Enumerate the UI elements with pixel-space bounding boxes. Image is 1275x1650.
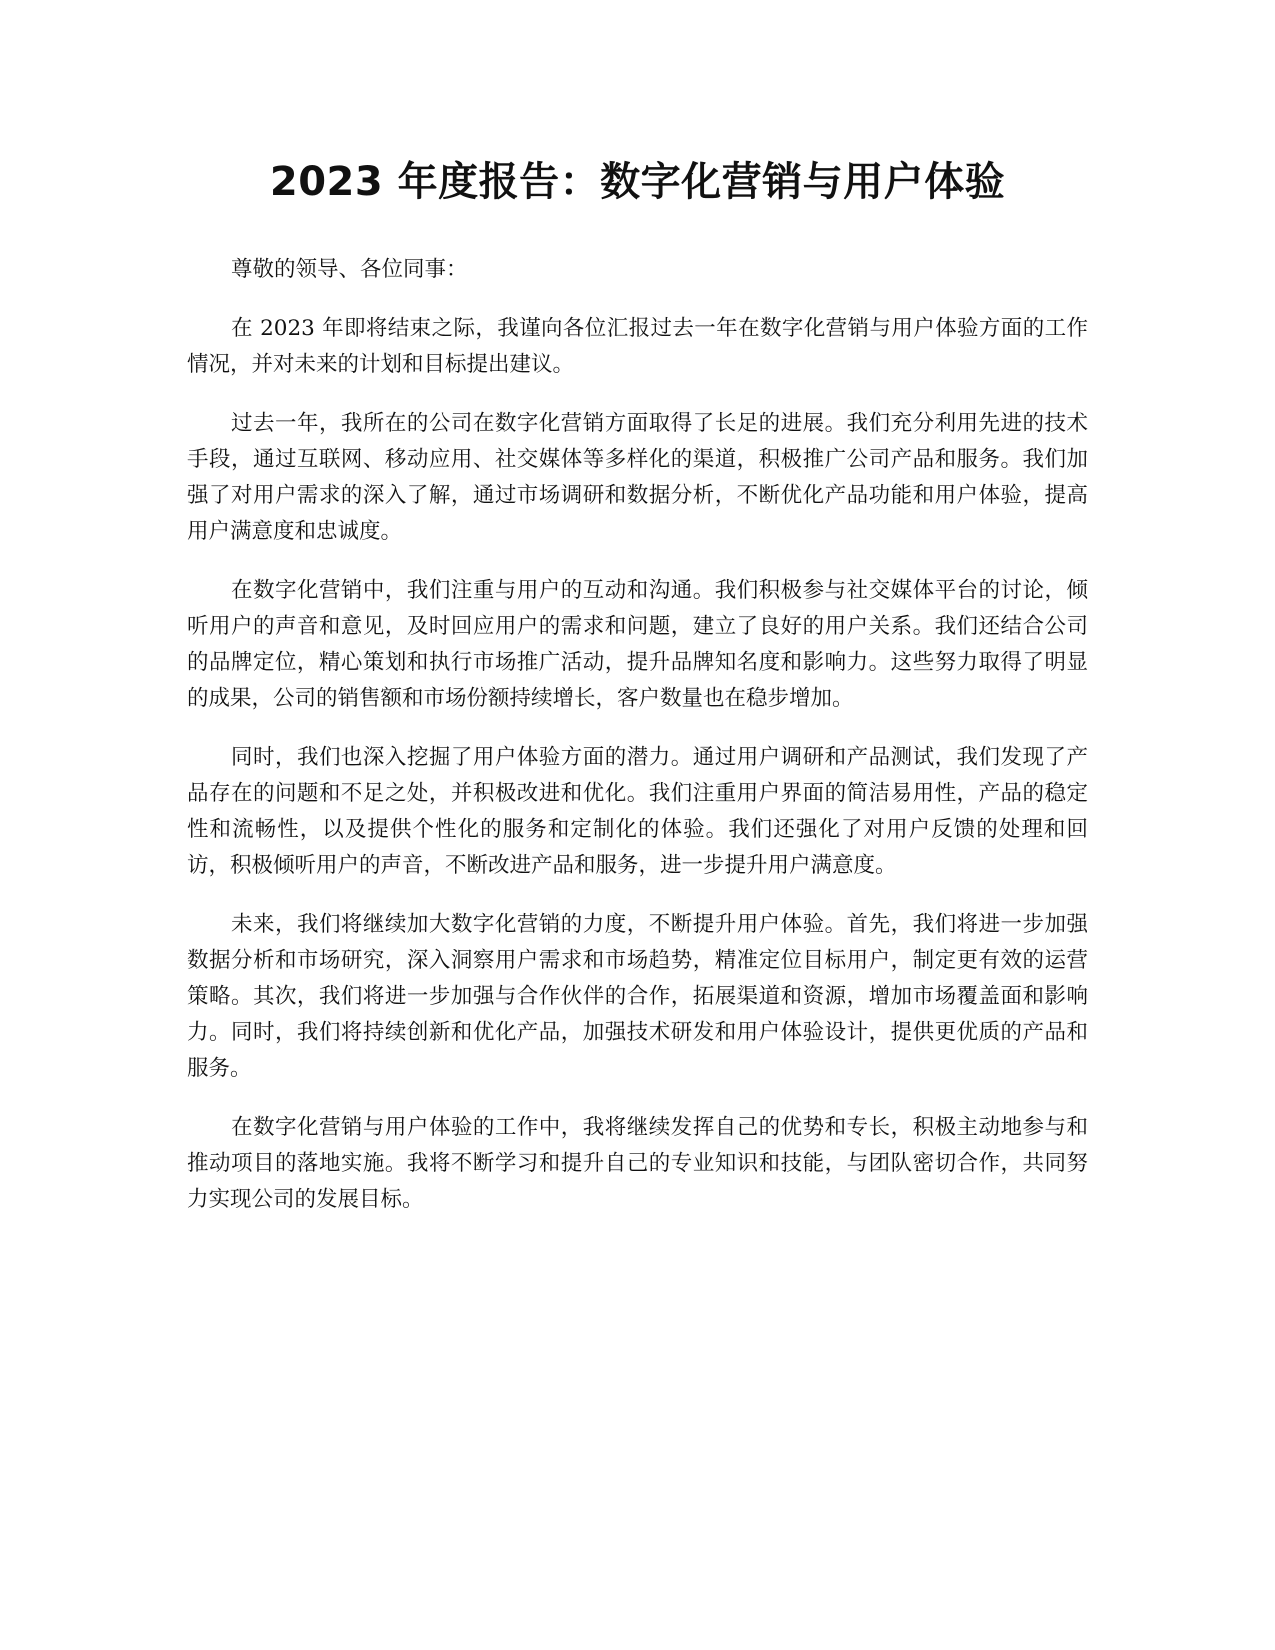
salutation-paragraph: 尊敬的领导、各位同事： bbox=[231, 257, 468, 282]
intro-paragraph: 在 2023 年即将结束之际，我谨向各位汇报过去一年在数字化营销与用户体验方面的工作情况，并对未来的计划和目标提出建议。 bbox=[187, 316, 1088, 377]
closing-paragraph: 在数字化营销与用户体验的工作中，我将继续发挥自己的优势和专长，积极主动地参与和推动项目的落地实施。我将不断学习和提升自己的专业知识和技能，与团队密切合作，共同努力实现公司的发展目标。 bbox=[187, 1115, 1088, 1212]
progress-paragraph: 过去一年，我所在的公司在数字化营销方面取得了长足的进展。我们充分利用先进的技术手段，通过互联网、移动应用、社交媒体等多样化的渠道，积极推广公司产品和服务。我们加强了对用户需求的深入了解，通过市场调研和数据分析，不断优化产品功能和用户体验，提高用户满意度和忠诚度。 bbox=[187, 411, 1088, 544]
document-title: 2023 年度报告：数字化营销与用户体验 bbox=[269, 159, 1006, 205]
interaction-paragraph: 在数字化营销中，我们注重与用户的互动和沟通。我们积极参与社交媒体平台的讨论，倾听用户的声音和意见，及时回应用户的需求和问题，建立了良好的用户关系。我们还结合公司的品牌定位，精心策划和执行市场推广活动，提升品牌知名度和影响力。这些努力取得了明显的成果，公司的销售额和市场份额持续增长，客户数量也在稳步增加。 bbox=[187, 578, 1088, 711]
user-experience-paragraph: 同时，我们也深入挖掘了用户体验方面的潜力。通过用户调研和产品测试，我们发现了产品存在的问题和不足之处，并积极改进和优化。我们注重用户界面的简洁易用性，产品的稳定性和流畅性，以及提供个性化的服务和定制化的体验。我们还强化了对用户反馈的处理和回访，积极倾听用户的声音，不断改进产品和服务，进一步提升用户满意度。 bbox=[187, 745, 1088, 878]
future-plan-paragraph: 未来，我们将继续加大数字化营销的力度，不断提升用户体验。首先，我们将进一步加强数据分析和市场研究，深入洞察用户需求和市场趋势，精准定位目标用户，制定更有效的运营策略。其次，我们将进一步加强与合作伙伴的合作，拓展渠道和资源，增加市场覆盖面和影响力。同时，我们将持续创新和优化产品，加强技术研发和用户体验设计，提供更优质的产品和服务。 bbox=[187, 912, 1088, 1081]
